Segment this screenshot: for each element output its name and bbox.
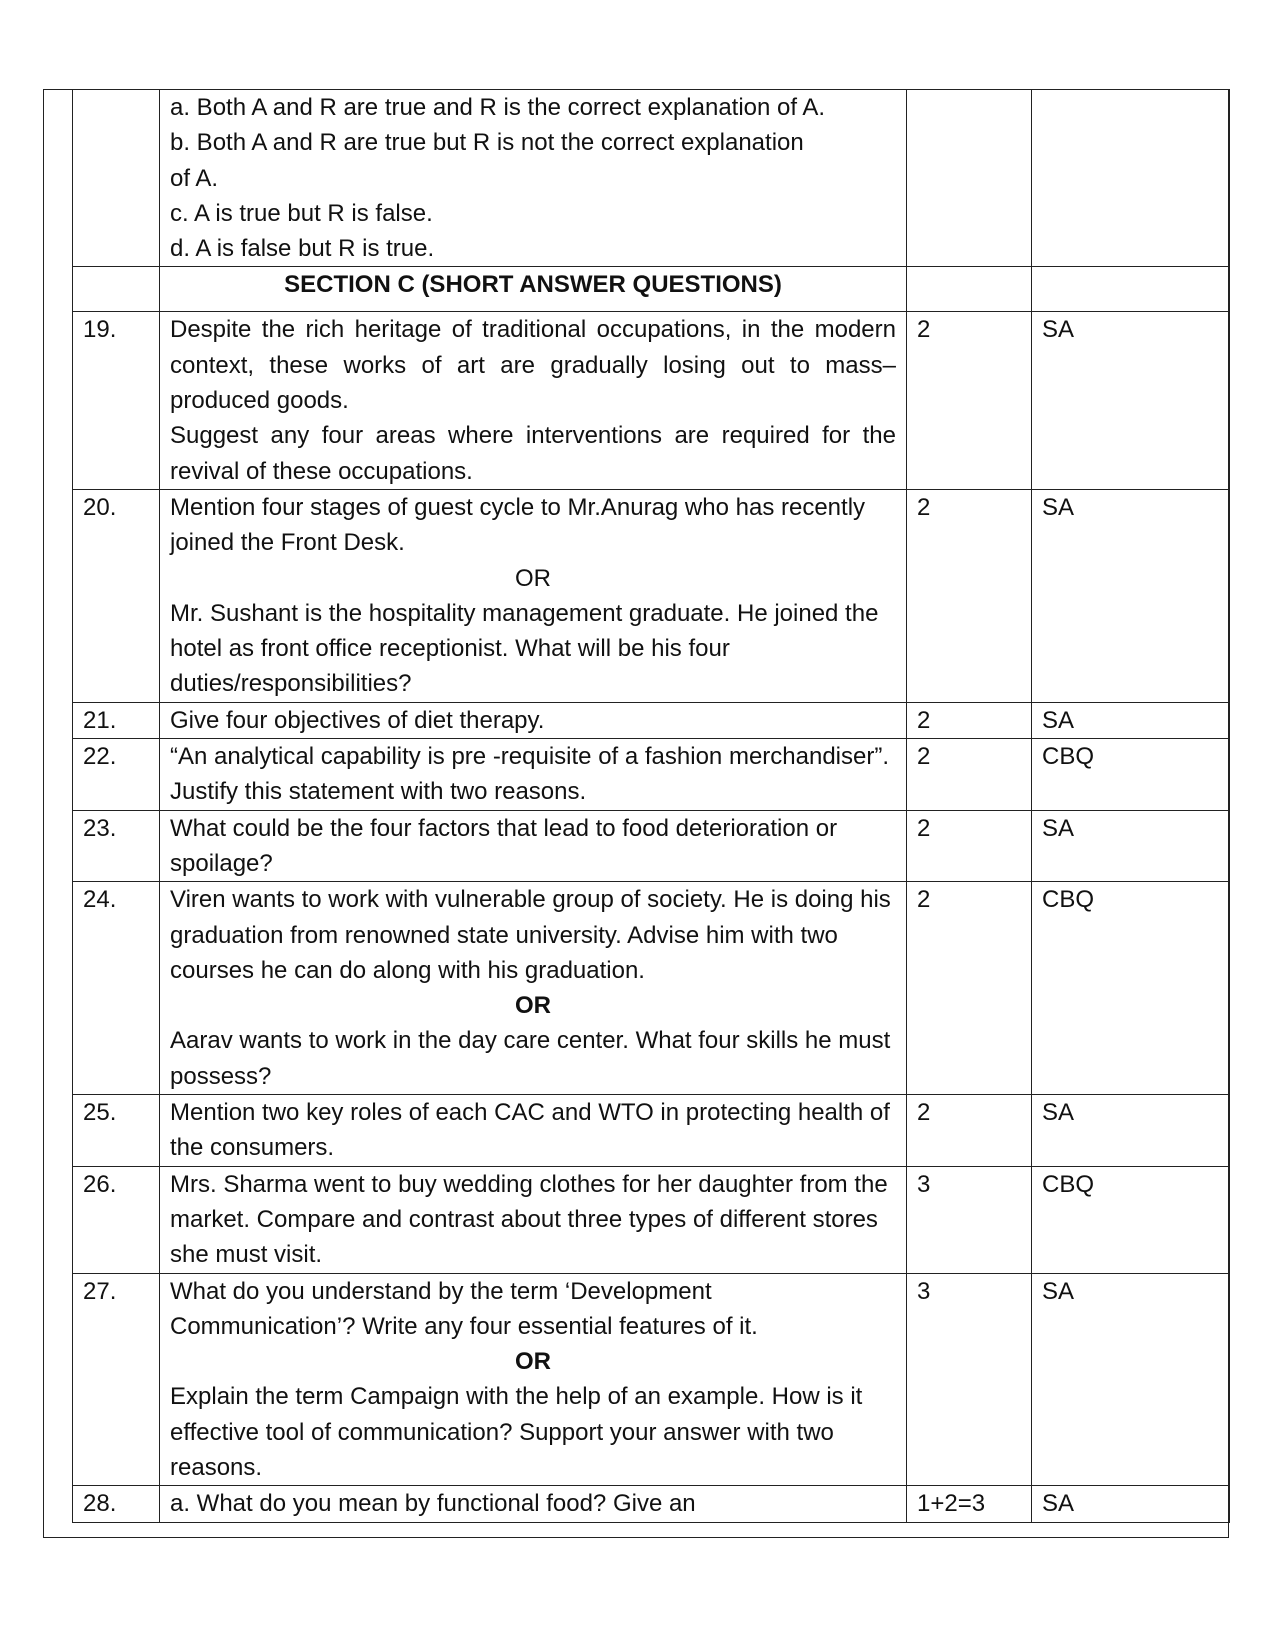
question-number: 19. [73,312,160,489]
option-a: a. Both A and R are true and R is the correct explanation of A. [170,94,826,121]
table-row [73,1273,1230,1486]
question-number: 20. [73,489,160,702]
question-marks: 2 [907,739,1032,811]
table-row [73,1166,1230,1273]
question-text: Mention two key roles of each CAC and WTO in protecting health of the consumers. [160,1095,907,1167]
type-cell [1032,90,1230,267]
question-number: 23. [73,810,160,882]
question-type: SA [1032,810,1230,882]
question-type: CBQ [1032,739,1230,811]
question-number: 25. [73,1095,160,1167]
table-row [73,90,1230,267]
option-b: b. Both A and R are true but R is not the correct explanation [170,129,804,157]
question-text: a. What do you mean by functional food? Give an [160,1486,907,1522]
question-text: What could be the four factors that lead to food deterioration or spoilage? [160,810,907,882]
question-marks: 2 [907,810,1032,882]
table-row [73,702,1230,738]
question-text: Despite the rich heritage of traditional occupations, in the modern context, these works of art are gradually losing out to mass–produced goods. Suggest any four areas where interventions are required for the revival of these occupations. [160,312,907,489]
question-marks: 2 [907,489,1032,702]
option-b-cont: of A. [170,164,219,192]
question-text: Viren wants to work with vulnerable group of society. He is doing his graduation from renowned state university. Advise him with two courses he can do along with his graduation. OR Aarav wants to work in the day care center. What four skills he must possess? [160,882,907,1095]
question-number: 22. [73,739,160,811]
question-type: SA [1032,1486,1230,1522]
question-text: Mrs. Sharma went to buy wedding clothes for her daughter from the market. Compare and contrast about three types of different stores she must visit. [160,1166,907,1273]
question-type: SA [1032,312,1230,489]
question-number: 26. [73,1166,160,1273]
question-number: 27. [73,1273,160,1486]
question-marks: 2 [907,312,1032,489]
or-separator: OR [515,992,551,1020]
question-type: SA [1032,702,1230,738]
section-title: SECTION C (SHORT ANSWER QUESTIONS) [160,267,907,312]
question-marks: 2 [907,1095,1032,1167]
question-marks: 1+2=3 [907,1486,1032,1522]
or-separator: OR [515,1348,551,1376]
question-number-cell [73,90,160,267]
question-type: CBQ [1032,882,1230,1095]
question-type: SA [1032,489,1230,702]
option-c: c. A is true but R is false. [170,199,433,227]
or-separator: OR [515,564,551,592]
question-number: 28. [73,1486,160,1522]
question-text: “An analytical capability is pre -requisite of a fashion merchandiser”. Justify this statement with two reasons. [160,739,907,811]
question-text: What do you understand by the term ‘Development Communication’? Write any four essential features of it. OR Explain the term Campaign with the help of an example. How is it effective tool of communication? Support your answer with two reasons. [160,1273,907,1486]
question-text: Give four objectives of diet therapy. [160,702,907,738]
table-row [73,1486,1230,1522]
question-text: Mention four stages of guest cycle to Mr.Anurag who has recently joined the Front Desk. OR Mr. Sushant is the hospitality management graduate. He joined the hotel as front office receptionist. What will be his four duties/responsibilities? [160,489,907,702]
options-cell [160,90,907,267]
question-type: SA [1032,1273,1230,1486]
question-marks: 2 [907,702,1032,738]
table-row [73,882,1230,1095]
question-table [72,89,1230,1523]
marks-cell [907,90,1032,267]
question-marks: 3 [907,1166,1032,1273]
question-type: SA [1032,1095,1230,1167]
question-number: 21. [73,702,160,738]
question-number: 24. [73,882,160,1095]
question-type: CBQ [1032,1166,1230,1273]
question-marks: 2 [907,882,1032,1095]
question-marks: 3 [907,1273,1032,1486]
table-row [73,1095,1230,1167]
option-d: d. A is false but R is true. [170,235,435,263]
table-row [73,489,1230,702]
table-row [73,810,1230,882]
section-row [73,267,1230,312]
table-row [73,739,1230,811]
table-row [73,312,1230,489]
